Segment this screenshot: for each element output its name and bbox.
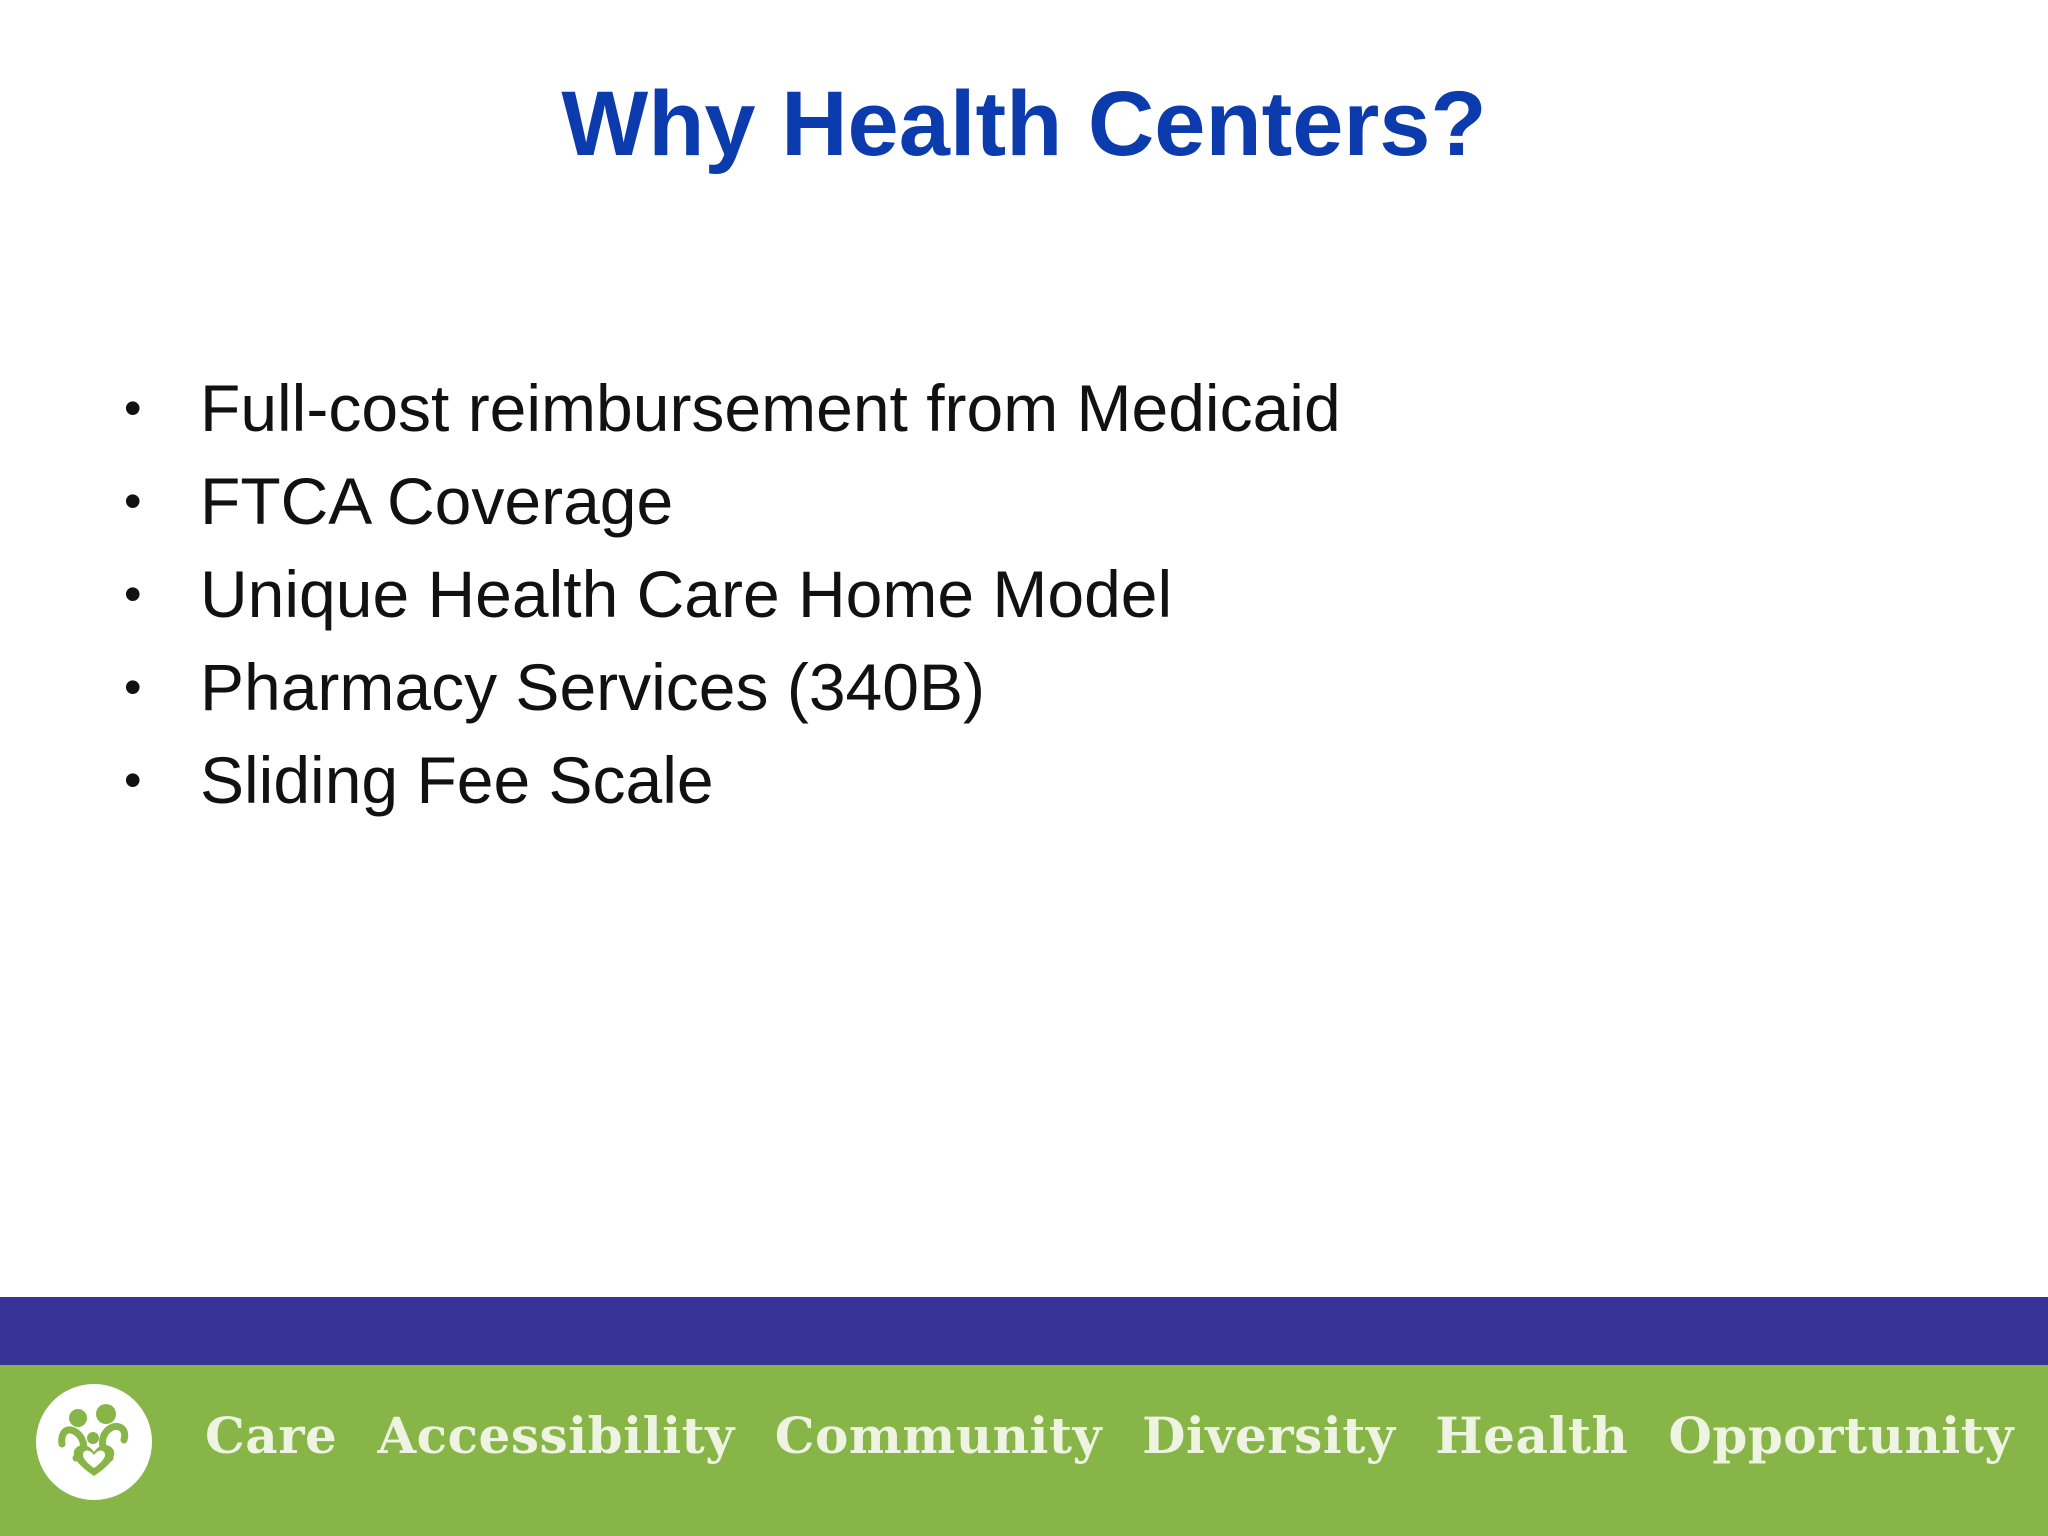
bullet-marker: • [124, 566, 142, 622]
bullet-text: Pharmacy Services (340B) [200, 650, 985, 724]
footer-values [205, 1400, 2014, 1470]
slide-title: Why Health Centers? [561, 73, 1487, 175]
bullet-text: Unique Health Care Home Model [200, 557, 1173, 631]
bullet-marker: • [124, 473, 142, 529]
value-opportunity: Opportunity [1668, 1405, 2014, 1465]
family-heart-logo-icon [36, 1384, 152, 1500]
bullet-text: FTCA Coverage [200, 464, 674, 538]
value-community: Community [774, 1405, 1103, 1465]
bullet-marker: • [124, 752, 142, 808]
bullet-marker: • [124, 659, 142, 715]
value-accessibility: Accessibility [377, 1405, 735, 1465]
value-health: Health [1435, 1405, 1629, 1465]
bullet-text: Full-cost reimbursement from Medicaid [200, 371, 1341, 445]
bullet-marker: • [124, 380, 142, 436]
value-care: Care [205, 1405, 338, 1465]
value-diversity: Diversity [1142, 1405, 1396, 1465]
bullet-text: Sliding Fee Scale [200, 743, 714, 817]
footer-blue-band [0, 1297, 2048, 1365]
